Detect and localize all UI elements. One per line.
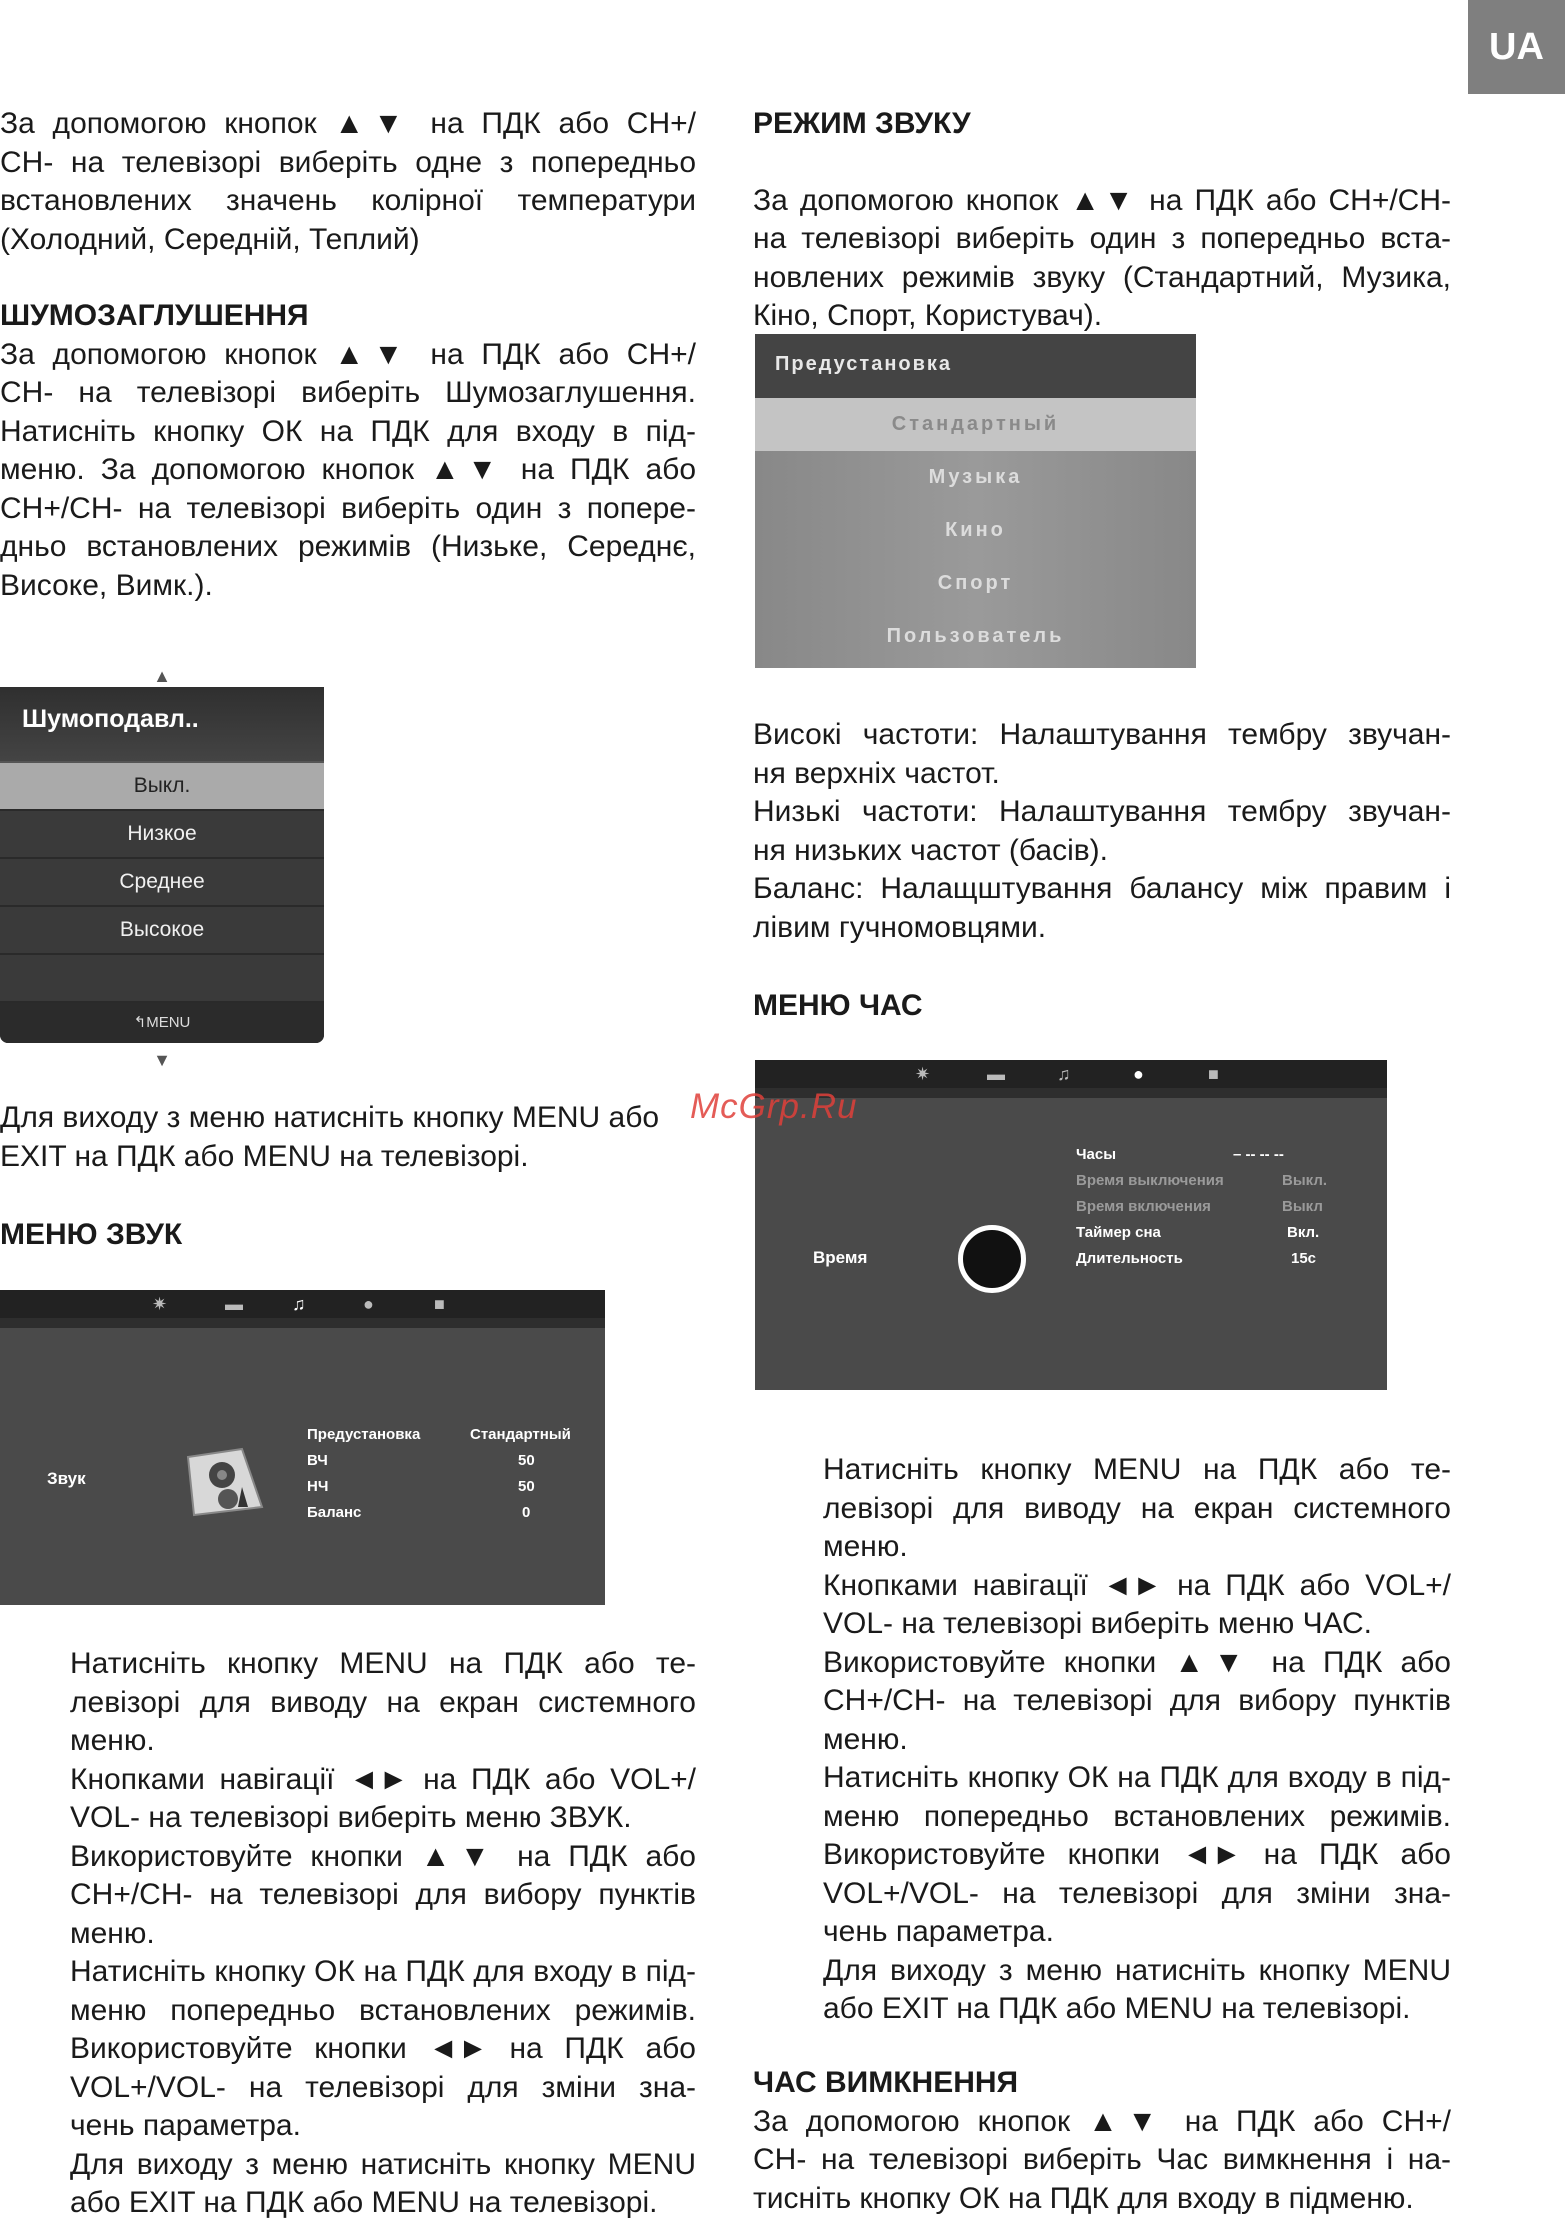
row-value: Выкл bbox=[1282, 1198, 1323, 1215]
text-line: меню. За допомогою кнопок ▲▼ на ПДК або bbox=[0, 453, 696, 486]
row-value: Вкл. bbox=[1287, 1224, 1320, 1241]
row-name: Время выключения bbox=[1076, 1172, 1224, 1189]
text-line: меню. bbox=[70, 1916, 155, 1950]
text-line: EXIT на ПДК або MENU на телевізорі. bbox=[0, 1139, 529, 1173]
noise-option-off: Выкл. bbox=[0, 763, 324, 811]
text-line: чень параметра. bbox=[823, 1915, 1054, 1948]
text-line: Натисніть кнопку ОК на ПДК для входу в під- bbox=[823, 1761, 1451, 1794]
text-line: Натисніть кнопку ОК на ПДК для входу в під- bbox=[0, 414, 696, 448]
text-line: левізорі для виводу на екран системного bbox=[70, 1685, 696, 1719]
grid-icon: ■ bbox=[434, 1294, 445, 1314]
text-line: Кнопками навігації ◄► на ПДК або VOL+/ bbox=[70, 1762, 696, 1796]
clock-icon: ● bbox=[363, 1294, 374, 1314]
row-name: Время включения bbox=[1076, 1198, 1211, 1215]
text-line: Для виходу з меню натисніть кнопку MENU bbox=[70, 2147, 696, 2181]
music-note-icon: ♫ bbox=[292, 1294, 306, 1314]
text-line: За допомогою кнопок ▲▼ на ПДК або CH+/ bbox=[0, 107, 696, 140]
text-line: CH+/CH- на телевізорі для вибору пунктів bbox=[70, 1878, 696, 1911]
row-value: 50 bbox=[518, 1478, 535, 1495]
picture-icon: ✷ bbox=[915, 1064, 931, 1084]
text-line: За допомогою кнопок ▲▼ на ПДК або CH+/ bbox=[0, 337, 696, 371]
menu-back-label: ↰MENU bbox=[0, 1003, 324, 1043]
sound-menu-heading: МЕНЮ ЗВУК bbox=[0, 1218, 183, 1251]
noise-option-high: Высокое bbox=[0, 907, 324, 955]
text-line: Кіно, Спорт, Користувач). bbox=[753, 299, 1103, 332]
clock-face-icon bbox=[958, 1225, 1026, 1293]
text-line: (Холодний, Середній, Теплий) bbox=[0, 222, 420, 256]
screen-icon: ▬ bbox=[987, 1064, 1005, 1084]
text-line: Використовуйте кнопки ◄► на ПДК або bbox=[70, 2032, 696, 2065]
sound-preset-screenshot bbox=[755, 334, 1196, 668]
text-line: Високі частоти: Налаштування тембру звучан- bbox=[753, 718, 1451, 751]
text-line: CH- на телевізорі виберіть Шумозаглушення. bbox=[0, 376, 696, 409]
text-line: VOL+/VOL- на телевізорі для зміни зна- bbox=[70, 2070, 696, 2104]
row-value: Выкл. bbox=[1282, 1172, 1328, 1189]
time-label: Время bbox=[813, 1248, 868, 1267]
text-line: меню попередньо встановлених режимів. bbox=[823, 1799, 1451, 1833]
preset-option: Спорт bbox=[937, 572, 1014, 594]
language-tab: UA bbox=[1468, 0, 1565, 94]
text-line: CH- на телевізорі виберіть одне з попередньо bbox=[0, 145, 696, 179]
text-line: VOL- на телевізорі виберіть меню ЗВУК. bbox=[70, 1801, 632, 1834]
sound-menu-screenshot bbox=[0, 1290, 605, 1605]
text-line: лівим гучномовцями. bbox=[753, 910, 1047, 944]
text-line: За допомогою кнопок ▲▼ на ПДК або CH+/ bbox=[753, 2104, 1451, 2138]
text-line: Баланс: Налащштування балансу між правим і bbox=[753, 872, 1451, 905]
noise-option-empty bbox=[0, 955, 324, 1003]
text-line: Високе, Вимк.). bbox=[0, 568, 213, 602]
row-name: Часы bbox=[1076, 1146, 1117, 1163]
noise-heading: ШУМОЗАГЛУШЕННЯ bbox=[0, 299, 309, 332]
noise-menu-title: Шумоподавл.. bbox=[0, 687, 324, 763]
grid-icon: ■ bbox=[1208, 1064, 1219, 1084]
text-line: Кнопками навігації ◄► на ПДК або VOL+/ bbox=[823, 1568, 1451, 1602]
row-name: ВЧ bbox=[307, 1452, 328, 1469]
sound-mode-heading: РЕЖИМ ЗВУКУ bbox=[753, 107, 971, 140]
text-line: Натисніть кнопку MENU на ПДК або те- bbox=[823, 1453, 1451, 1486]
text-line: Натисніть кнопку ОК на ПДК для входу в під- bbox=[70, 1955, 696, 1988]
row-value: 15с bbox=[1291, 1250, 1317, 1267]
text-line: Натисніть кнопку MENU на ПДК або те- bbox=[70, 1647, 696, 1680]
text-line: меню. bbox=[823, 1530, 908, 1563]
noise-paragraph bbox=[0, 336, 696, 606]
right-column-top bbox=[753, 105, 1451, 336]
text-line: Для виходу з меню натисніть кнопку MENU bbox=[823, 1953, 1451, 1987]
time-instructions bbox=[823, 1451, 1451, 2029]
row-name: НЧ bbox=[307, 1478, 329, 1495]
speaker-icon bbox=[182, 1447, 268, 1517]
time-menu-heading: МЕНЮ ЧАС bbox=[753, 989, 923, 1022]
text-line: новлених режимів звуку (Стандартний, Музика, bbox=[753, 260, 1451, 294]
preset-option: Пользователь bbox=[886, 625, 1065, 647]
text-line: на телевізорі виберіть один з попередньо вста- bbox=[753, 222, 1451, 255]
music-note-icon: ♫ bbox=[1057, 1064, 1071, 1084]
left-column bbox=[0, 105, 696, 605]
row-name: Баланс bbox=[307, 1504, 362, 1521]
text-line: встановлених значень колірної температури bbox=[0, 184, 696, 217]
noise-menu-screenshot bbox=[0, 665, 324, 1071]
text-line: меню попередньо встановлених режимів. bbox=[70, 1993, 696, 2027]
picture-icon: ✷ bbox=[152, 1294, 168, 1314]
text-line: левізорі для виводу на екран системного bbox=[823, 1491, 1451, 1525]
text-line: ня низьких частот (басів). bbox=[753, 833, 1108, 867]
text-line: тисніть кнопку ОК на ПДК для входу в підменю. bbox=[753, 2181, 1414, 2215]
text-line: ня верхніх частот. bbox=[753, 756, 1000, 790]
exit-paragraph bbox=[0, 1099, 696, 1255]
sound-label: Звук bbox=[47, 1469, 86, 1488]
text-line: Використовуйте кнопки ▲▼ на ПДК або bbox=[70, 1839, 696, 1873]
noise-option-mid: Среднее bbox=[0, 859, 324, 907]
row-value: – -- -- -- bbox=[1233, 1146, 1284, 1163]
text-line: дньо встановлених режимів (Низьке, Середнє, bbox=[0, 530, 696, 563]
up-arrow-icon: ▲ bbox=[153, 666, 171, 686]
text-line: VOL+/VOL- на телевізорі для зміни зна- bbox=[823, 1876, 1451, 1910]
text-line: меню. bbox=[70, 1724, 155, 1757]
text-line: CH- на телевізорі виберіть Час вимкнення і на- bbox=[753, 2143, 1451, 2176]
tone-paragraph bbox=[753, 716, 1451, 1026]
row-name: Предустановка bbox=[307, 1426, 421, 1443]
text-line: CH+/CH- на телевізорі виберіть один з попере- bbox=[0, 491, 696, 525]
off-time-heading: ЧАС ВИМКНЕННЯ bbox=[753, 2066, 1019, 2099]
text-line: Використовуйте кнопки ◄► на ПДК або bbox=[823, 1838, 1451, 1871]
row-value: 0 bbox=[522, 1504, 531, 1521]
preset-option: Стандартный bbox=[755, 398, 1196, 451]
text-line: CH+/CH- на телевізорі для вибору пунктів bbox=[823, 1684, 1451, 1717]
preset-option: Музыка bbox=[928, 466, 1023, 488]
row-name: Таймер сна bbox=[1076, 1224, 1161, 1241]
clock-icon: ● bbox=[1133, 1064, 1144, 1084]
sound-instructions bbox=[70, 1645, 696, 2223]
row-value: 50 bbox=[518, 1452, 535, 1469]
preset-menu-title: Предустановка bbox=[755, 334, 1196, 398]
off-time-section bbox=[753, 2064, 1451, 2218]
text-line: Для виходу з меню натисніть кнопку MENU або bbox=[0, 1101, 660, 1134]
text-line: Використовуйте кнопки ▲▼ на ПДК або bbox=[823, 1645, 1451, 1679]
watermark: McGrp.Ru bbox=[690, 1087, 858, 1126]
preset-option: Кино bbox=[945, 519, 1006, 541]
text-line: меню. bbox=[823, 1722, 908, 1756]
text-line: За допомогою кнопок ▲▼ на ПДК або CH+/CH- bbox=[753, 183, 1451, 217]
screen-icon: ▬ bbox=[225, 1294, 243, 1314]
row-name: Длительность bbox=[1076, 1250, 1183, 1267]
text-line: або EXIT на ПДК або MENU на телевізорі. bbox=[823, 1992, 1411, 2025]
text-line: чень параметра. bbox=[70, 2109, 301, 2142]
down-arrow-icon: ▼ bbox=[153, 1050, 171, 1070]
row-value: Стандартный bbox=[470, 1426, 571, 1443]
noise-option-low: Низкое bbox=[0, 811, 324, 859]
text-line: або EXIT на ПДК або MENU на телевізорі. bbox=[70, 2186, 658, 2219]
text-line: VOL- на телевізорі виберіть меню ЧАС. bbox=[823, 1607, 1372, 1640]
text-line: Низькі частоти: Налаштування тембру звучан- bbox=[753, 795, 1451, 828]
color-temp-paragraph bbox=[0, 105, 696, 259]
